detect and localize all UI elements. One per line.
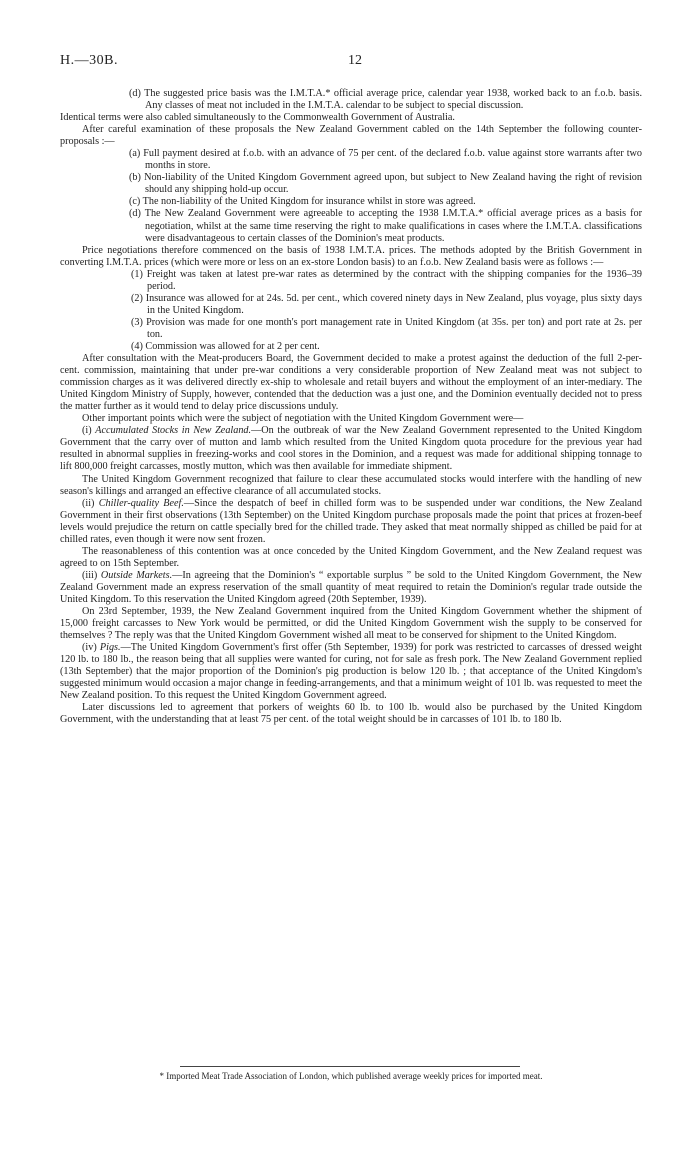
method-3-provision: (3) Provision was made for one month's port management rate in United Kingdom (at 35s. per ton) and port rate at 2s. per ton. [131,316,642,340]
counter-proposal-a: (a) Full payment desired at f.o.b. with an advance of 75 per cent. of the declared f.o.b. value against store warrants after two months in store. [129,148,642,172]
proposal-d-price-basis: (d) The suggested price basis was the I.M.T.A.* official average price, calendar year 1938, worked back to an f.o.b. basis. Any classes of meat not included in the I.M.T.A. calendar to be subject to special discussion. [129,88,642,112]
section-iii-outside-markets [60,570,642,606]
paragraph-price-negotiations: Price negotiations therefore commenced on the basis of 1938 I.M.T.A. prices. The methods adopted by the British Government in converting I.M.T.A. prices (which were more or less on an ex-store London basis) to an f.o.b. New Zealand basis were as follows :— [60,244,642,268]
section-iv-title: Pigs. [99,642,121,654]
paragraph-consultation: After consultation with the Meat-producers Board, the Government decided to make a protest against the deduction of the full 2-per-cent. commission, maintaining that under pre-war conditions a very considerable proportion of New Zealand meat was not subject to commission charges as it was delivered directly ex-ship to wholesale and retail buyers and without the employment of an inter-mediary. The United Kingdom Ministry of Supply, however, contended that the deduction was a just one, and the Dominion eventually decided not to press the matter further as it would tend to delay price discussions unduly. [60,353,642,413]
section-i-text: —On the outbreak of war the New Zealand Government represented to the United Kingdom Government that the carry over of mutton and lamb which resulted from the United Kingdom quota procedure for the previous year had resulted in abnormal supplies in freezing-works and cool stores in the Dominion, and a request was made for additional shipping tonnage to lift 800,000 freight carcasses, mostly mutton, which was then available for immediate shipment. [60,425,642,473]
counter-proposal-b: (b) Non-liability of the United Kingdom Government agreed upon, but subject to New Zealand having the right of revision should any shipping hold-up occur. [129,172,642,196]
method-4-commission: (4) Commission was allowed for at 2 per cent. [131,340,320,352]
section-iv-text: —The United Kingdom Government's first offer (5th September, 1939) for pork was restricted to carcasses of dressed weight 120 lb. to 180 lb., the reason being that all supplies were wanted for curing, not for sale as fresh pork. The New Zealand Government replied (13th September) that the major proportion of the Dominion's pig production is below 120 lb. ; that acceptance of the United Kingdom's suggested minimum would occasion a major change in feeding-arrangements, and that a minimum weight of 101 lb. was requested to meet the New Zealand position. To this request the United Kingdom Government agreed. [60,642,643,702]
section-i-label: (i) [82,425,92,437]
section-i-title: Accumulated Stocks in New Zealand. [95,425,252,437]
counter-proposal-c: (c) The non-liability of the United Kingdom for insurance whilst in store was agreed. [129,196,476,208]
section-i-accumulated-stocks [60,425,642,473]
footnote: * Imported Meat Trade Association of London, which published average weekly prices for imported meat. [159,1071,543,1081]
paragraph-identical-terms: Identical terms were also cabled simultaneously to the Commonwealth Government of Australia. [60,112,455,124]
page-header [60,53,642,73]
paragraph-reasonableness: The reasonableness of this contention was at once conceded by the United Kingdom Government, and the New Zealand request was agreed to on 15th September. [60,545,642,569]
paragraph-recognized: The United Kingdom Government recognized that failure to clear these accumulated stocks would interfere with the handling of new season's killings and arranged an effective clearance of all accumulated stocks. [60,473,642,497]
section-ii-title: Chiller-quality Beef. [98,497,184,509]
counter-proposal-d: (d) The New Zealand Government were agreeable to accepting the 1938 I.M.T.A.* official average prices as a basis for negotiation, whilst at the same time reserving the right to make qualifications in cases where the I.M.T.A. classifications were disadvantageous to certain classes of the Dominion's meat products. [129,208,642,244]
footnote-divider [180,1066,520,1067]
page-number: 12 [348,53,362,68]
method-1-freight: (1) Freight was taken at latest pre-war rates as determined by the contract with the shipping companies for the 1936–39 period. [131,268,642,292]
method-2-insurance: (2) Insurance was allowed for at 24s. 5d. per cent., which covered ninety days in New Zealand, plus voyage, plus sixty days in the United Kingdom. [131,292,642,316]
paragraph-after-careful-examination: After careful examination of these proposals the New Zealand Government cabled on the 14th September the following counter-proposals :— [60,124,642,148]
document-reference: H.—30B. [60,53,118,68]
section-iii-text: —In agreeing that the Dominion's “ exportable surplus ” be sold to the United Kingdom Government, the New Zealand Government made an express reservation of the small quantity of meat required to retain the Dominion's regular trade outside the United Kingdom. To this reservation the United Kingdom agreed (20th September, 1939). [60,569,643,605]
section-iii-title: Outside Markets. [100,569,173,581]
section-ii-label: (ii) [82,497,95,509]
section-ii-chiller-beef [60,498,642,546]
paragraph-other-points: Other important points which were the subject of negotiation with the United Kingdom Government were— [82,413,524,425]
paragraph-23rd-september: On 23rd September, 1939, the New Zealand Government inquired from the United Kingdom Government whether the shipment of 15,000 freight carcasses to New York would be permitted, or did the United Kingdom Government wish the supply to be conserved for themselves ? The reply was that the United Kingdom Government wished all meat to be conserved for shipment to the United Kingdom. [60,606,642,642]
section-iv-pigs [60,642,642,702]
section-iv-label: (iv) [82,642,97,654]
section-iii-label: (iii) [82,569,98,581]
paragraph-later-discussions: Later discussions led to agreement that porkers of weights 60 lb. to 100 lb. would also be purchased by the United Kingdom Government, with the understanding that at least 75 per cent. of the total weight should be in carcasses of 101 lb. to 180 lb. [60,702,642,726]
section-ii-text: —Since the despatch of beef in chilled form was to be suspended under war conditions, the New Zealand Government in their first observations (13th September) on the United Kingdom purchase proposals made the point that prices at frozen-beef levels would prejudice the return on cattle specially bred for the chilled trade. They asked that meat normally shipped as chilled be paid for at chilled rates, even though it were now sent frozen. [60,497,642,545]
document-body [60,88,642,726]
